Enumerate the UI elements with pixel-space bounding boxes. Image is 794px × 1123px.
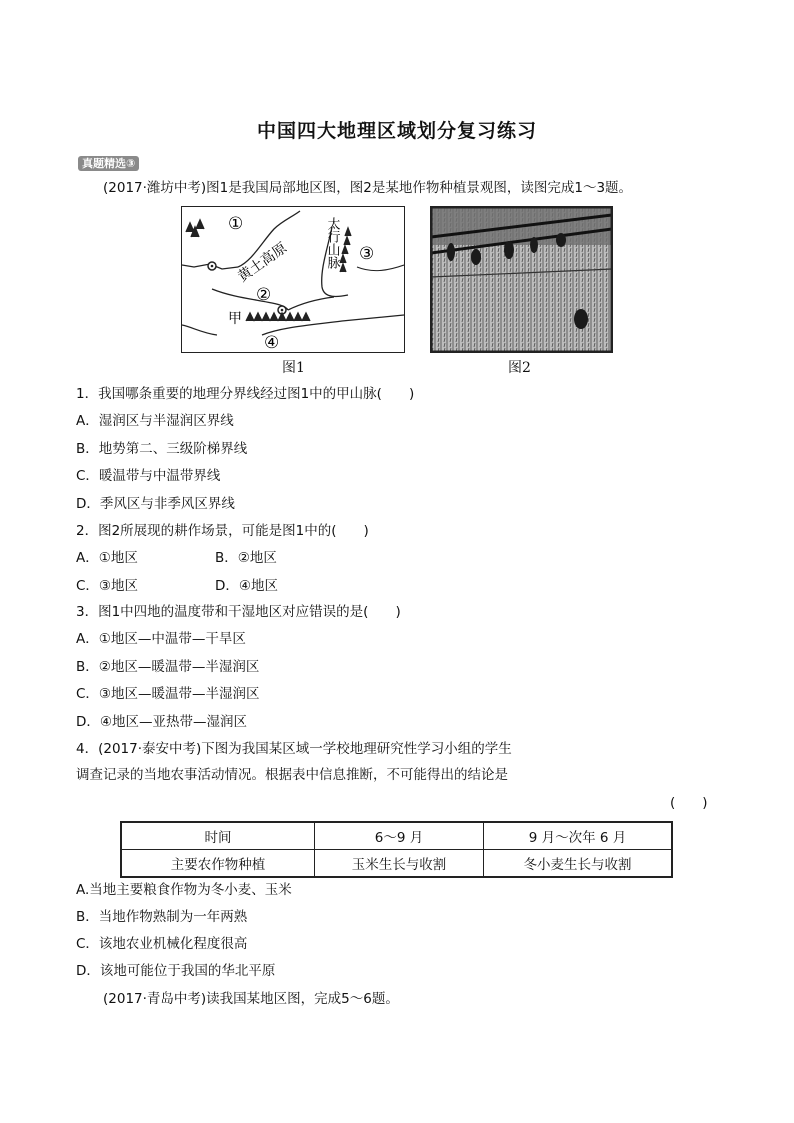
q3-option-d: D．④地区—亚热带—湿润区 [76, 714, 247, 730]
mountain-icon [340, 228, 351, 272]
table-cell: 冬小麦生长与收割 [484, 850, 673, 878]
table-row [121, 822, 672, 850]
map-label-2: ② [256, 285, 272, 305]
question-4-stem-line-2: 调查记录的当地农事活动情况。根据表中信息推断，不可能得出的结论是 [76, 767, 508, 783]
q2-option-c: C．③地区 [76, 578, 139, 594]
river-line [182, 325, 217, 335]
river-line [212, 289, 288, 310]
table-cell: 主要农作物种植 [121, 850, 315, 878]
q1-option-c: C．暖温带与中温带界线 [76, 468, 221, 484]
q3-option-b: B．②地区—暖温带—半湿润区 [76, 659, 260, 675]
q4-option-a: A.当地主要粮食作物为冬小麦、玉米 [76, 882, 292, 898]
q4-option-d: D．该地可能位于我国的华北平原 [76, 963, 276, 979]
map-label-loess: 黄土高原 [235, 240, 291, 286]
farm-photo [430, 206, 613, 353]
q3-option-c: C．③地区—暖温带—半湿润区 [76, 686, 260, 702]
question-4-stem-line-1: 4．(2017·泰安中考)下图为我国某区域一学校地理研究性学习小组的学生 [76, 741, 512, 757]
section-badge: 真题精选③ [78, 156, 139, 171]
q1-option-d: D．季风区与非季风区界线 [76, 496, 235, 512]
q4-option-b: B．当地作物熟制为一年两熟 [76, 909, 248, 925]
farm-activity-table [120, 821, 673, 878]
q3-option-a: A．①地区—中温带—干旱区 [76, 631, 246, 647]
map-label-4: ④ [264, 333, 280, 352]
question-2-stem: 2．图2所展现的耕作场景，可能是图1中的( ) [76, 523, 369, 539]
q1-option-a: A．湿润区与半湿润区界线 [76, 413, 234, 429]
page-title: 中国四大地理区域划分复习练习 [256, 120, 537, 142]
q2-option-b: B．②地区 [215, 550, 277, 566]
q1-option-b: B．地势第二、三级阶梯界线 [76, 441, 248, 457]
river-line [288, 297, 334, 310]
map-drawing [182, 207, 404, 352]
river-line [357, 265, 404, 271]
map-label-taihang: 太行山脉 [324, 217, 340, 269]
question-3-stem: 3．图1中四地的温度带和干湿地区对应错误的是( ) [76, 604, 401, 620]
question-1-stem: 1．我国哪条重要的地理分界线经过图1中的甲山脉( ) [76, 386, 415, 402]
intro-text-1: (2017·潍坊中考)图1是我国局部地区图，图2是某地作物种植景观图，读图完成1～3题。 [103, 180, 633, 196]
mountain-icon [186, 220, 204, 237]
map-label-3: ③ [359, 244, 375, 264]
map-figure [181, 206, 405, 353]
map-label-jia: 甲 [228, 311, 242, 327]
answer-bracket: ( ) [670, 795, 708, 811]
q2-option-d: D．④地区 [215, 578, 278, 594]
farm-photo-drawing [431, 207, 612, 352]
table-row [121, 850, 672, 878]
q4-option-c: C．该地农业机械化程度很高 [76, 936, 248, 952]
figure-2-caption: 图2 [508, 360, 531, 376]
mountain-icon [246, 313, 310, 321]
table-header-cell: 9 月～次年 6 月 [484, 822, 673, 850]
intro-text-2: (2017·青岛中考)读我国某地区图，完成5～6题。 [103, 991, 399, 1007]
map-label-1: ① [228, 214, 244, 234]
q2-option-a: A．①地区 [76, 550, 138, 566]
table-header-cell: 6～9 月 [315, 822, 484, 850]
table-header-cell: 时间 [121, 822, 315, 850]
figure-1-caption: 图1 [282, 360, 305, 376]
table-cell: 玉米生长与收割 [315, 850, 484, 878]
